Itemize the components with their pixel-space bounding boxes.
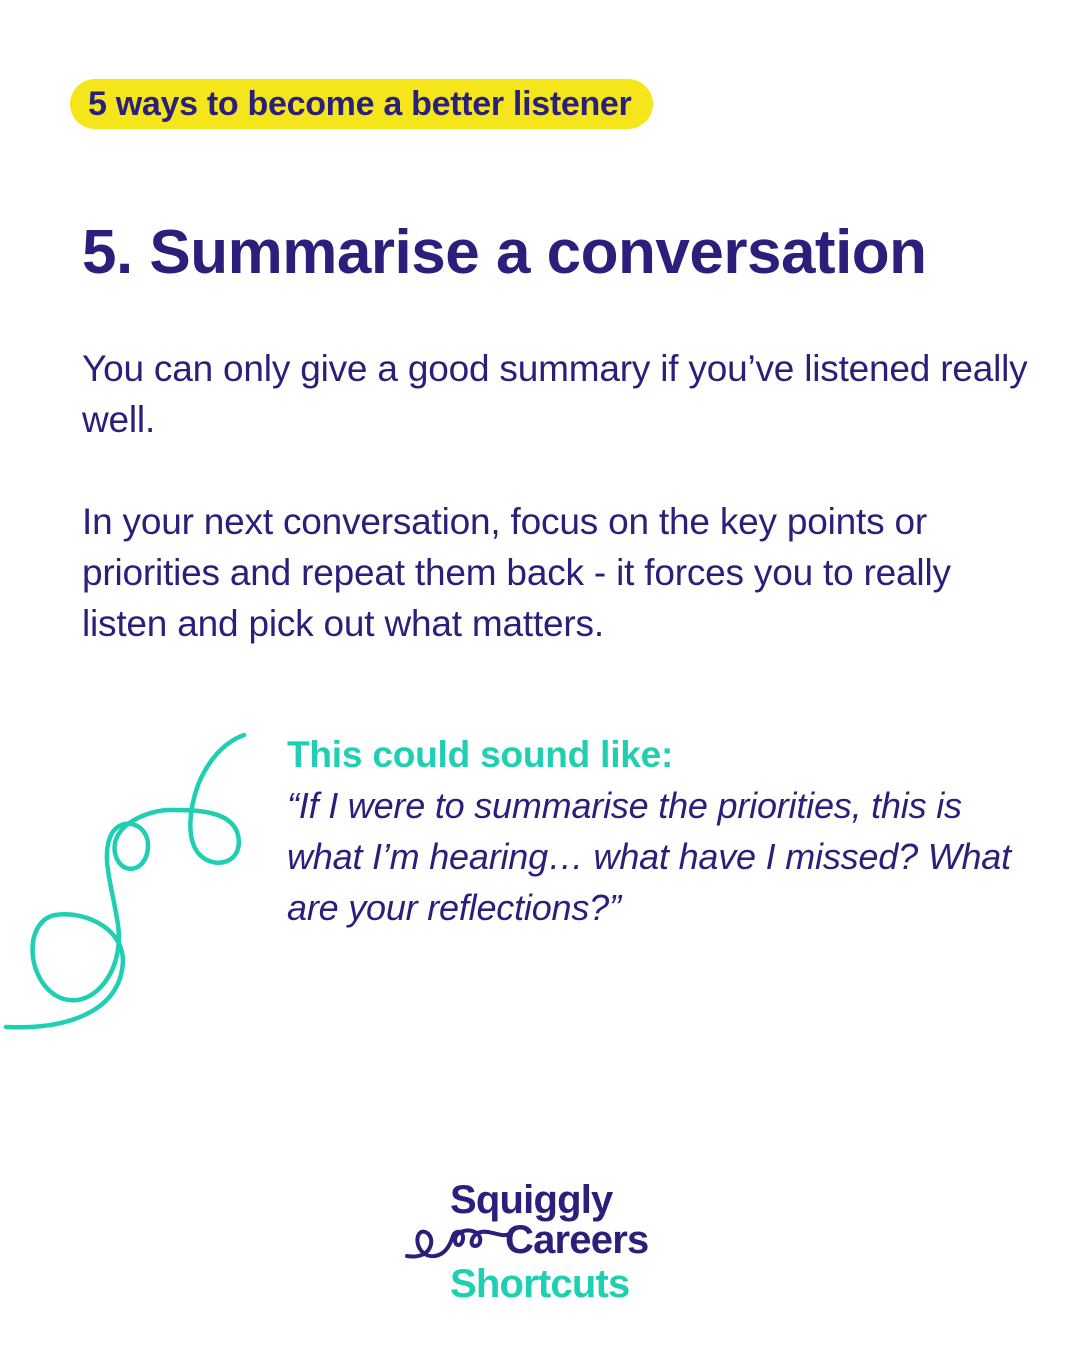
squiggly-careers-shortcuts-logo [405, 1178, 685, 1313]
example-quote: “If I were to summarise the priorities, this is what I’m hearing… what have I missed? What are your reflections?” [287, 785, 1011, 928]
squiggle-icon [0, 725, 260, 1045]
body-paragraph-2: In your next conversation, focus on the key points or priorities and repeat them back - it forces you to really listen and pick out what matters. [82, 501, 951, 644]
body-paragraph-1: You can only give a good summary if you’ve listened really well. [82, 348, 1028, 440]
example-heading: This could sound like: [287, 734, 674, 775]
squiggle-logo-icon [405, 1226, 513, 1262]
page-title: 5. Summarise a conversation [82, 218, 927, 287]
logo-line-1: Squiggly [450, 1178, 613, 1222]
logo-line-3: Shortcuts [450, 1262, 630, 1306]
logo-line-2: Careers [505, 1218, 649, 1262]
topic-tag: 5 ways to become a better listener [70, 79, 653, 129]
